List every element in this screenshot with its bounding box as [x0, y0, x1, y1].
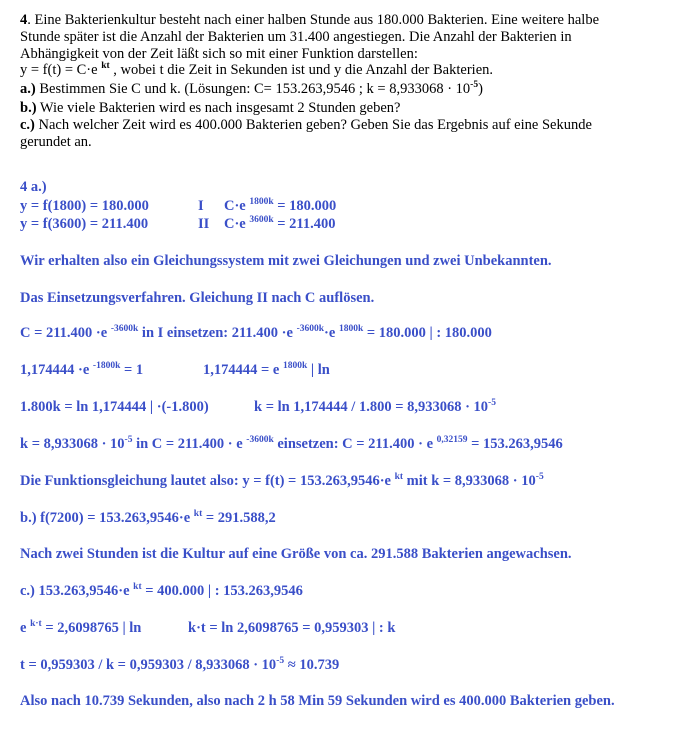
step-6-exp-1: -5 — [124, 435, 133, 445]
part-c3-b: ≈ 10.739 — [284, 657, 340, 673]
task-line-1 — [20, 12, 680, 29]
equation-2 — [20, 216, 690, 233]
step-6-exp-2: -3600k — [246, 435, 274, 445]
part-a-close: ) — [478, 81, 483, 98]
task-text-1: . Eine Bakterienkultur besteht nach einer halben Stunde aus 180.000 Bakterien. Eine weitere halbe — [27, 12, 600, 28]
part-c-text: Nach welcher Zeit wird es 400.000 Bakterien geben? Geben Sie das Ergebnis auf eine Sekunde — [34, 116, 592, 133]
equation-1 — [20, 198, 690, 215]
formula-description: , wobei t die Zeit in Sekunden ist und y die Anzahl der Bakterien. — [109, 62, 493, 79]
step-3-exp-1: -3600k — [110, 324, 139, 334]
part-a-exponent: -5 — [470, 80, 479, 91]
part-c3-exp: -5 — [276, 656, 285, 666]
part-c-log-step — [20, 620, 690, 637]
step-7-exp-1: kt — [394, 472, 404, 482]
part-c-b: = 400.000 | : 153.263,9546 — [141, 583, 303, 599]
step-5-b: k = ln 1,174444 / 1.800 = 8,933068 · 10 — [254, 399, 489, 415]
task-statement — [20, 12, 680, 150]
part-c-exp: kt — [133, 582, 142, 592]
part-b-label: b.) — [20, 99, 37, 116]
task-formula-line — [20, 62, 680, 81]
step-3-c: ·e — [324, 325, 339, 341]
part-c-a: c.) 153.263,9546·e — [20, 583, 134, 599]
solution-heading: 4 a.) — [20, 179, 47, 195]
step-7-exp-2: -5 — [535, 472, 544, 482]
equation-2-right: = 211.400 — [273, 216, 336, 232]
step-4-b: = 1 — [120, 362, 144, 378]
step-4-exp-2: 1800k — [282, 361, 308, 371]
c-calculation-step — [20, 436, 690, 453]
substitution-step — [20, 325, 690, 342]
part-c2-c: k·t = ln 2,6098765 = 0,959303 | : k — [188, 620, 396, 636]
part-c-label: c.) — [20, 116, 35, 133]
equation-2-left: y = f(3600) = 211.400 — [20, 216, 149, 232]
part-c-equation — [20, 583, 690, 600]
equation-1-exponent: 1800k — [249, 197, 274, 207]
part-b-text: Wie viele Bakterien wird es nach insgesamt 2 Stunden geben? — [36, 99, 401, 116]
equation-1-right: = 180.000 — [273, 198, 337, 214]
step-3-a: C = 211.400 ·e — [20, 325, 111, 341]
equation-2-number: II — [198, 216, 210, 232]
part-b-exp: kt — [193, 509, 203, 519]
solution-sentence-2: Das Einsetzungsverfahren. Gleichung II nach C auflösen. — [20, 290, 375, 306]
step-5-exp: -5 — [488, 398, 496, 408]
step-4-a: 1,174444 ·e — [20, 362, 93, 378]
part-a-label: a.) — [20, 81, 36, 98]
step-6-exp-3: 0,32159 — [436, 435, 468, 445]
part-c-log-left — [20, 620, 188, 637]
step-6-c: einsetzen: C = 211.400 · e — [273, 436, 437, 452]
task-line-3: Abhängigkeit von der Zeit läßt sich so mit einer Funktion darstellen: — [20, 45, 418, 62]
step-6-b: in C = 211.400 · e — [132, 436, 247, 452]
equation-1-number: I — [198, 198, 204, 214]
part-b-calculation — [20, 510, 690, 527]
part-b-answer: Nach zwei Stunden ist die Kultur auf eine Größe von ca. 291.588 Bakterien angewachsen. — [20, 546, 572, 562]
step-4-c: 1,174444 = e — [203, 362, 283, 378]
part-b-result: = 291.588,2 — [202, 510, 276, 526]
formula-exponent: kt — [101, 61, 110, 72]
final-answer: Also nach 10.739 Sekunden, also nach 2 h 58 Min 59 Sekunden wird es 400.000 Bakterien geben. — [20, 693, 615, 709]
equation-1-left: y = f(1800) = 180.000 — [20, 198, 149, 214]
step-3-b: in I einsetzen: 211.400 ·e — [138, 325, 297, 341]
task-part-a — [20, 81, 680, 100]
equation-2-exponent: 3600k — [249, 215, 274, 225]
step-4-exp-1: -1800k — [92, 361, 121, 371]
step-3-d: = 180.000 | : 180.000 — [363, 325, 492, 341]
task-number: 4 — [20, 12, 28, 28]
solution-sentence-1: Wir erhalten also ein Gleichungssystem mit zwei Gleichungen und zwei Unbekannten. — [20, 253, 552, 269]
task-line-2: Stunde später ist die Anzahl der Bakterien um 31.400 angestiegen. Die Anzahl der Bakterien in — [20, 28, 572, 45]
part-c2-a: e — [20, 620, 31, 636]
step-4-d: | ln — [307, 362, 330, 378]
step-3-exp-2: -3600k — [296, 324, 325, 334]
part-c3-a: t = 0,959303 / k = 0,959303 / 8,933068 · 10 — [20, 657, 277, 673]
step-5-a: 1.800k = ln 1,174444 | ·(-1.800) — [20, 399, 209, 415]
function-equation — [20, 473, 690, 490]
step-6-d: = 153.263,9546 — [467, 436, 563, 452]
part-c2-exp: k·t — [30, 619, 42, 629]
equation-1-base: C·e — [224, 198, 250, 214]
task-part-c-cont: gerundet an. — [20, 133, 92, 150]
part-c2-b: = 2,6098765 | ln — [41, 620, 142, 636]
equation-2-base: C·e — [224, 216, 250, 232]
step-7-b: mit k = 8,933068 · 10 — [403, 473, 536, 489]
formula-text: y = f(t) = C·e — [20, 62, 102, 79]
step-6-a: k = 8,933068 · 10 — [20, 436, 125, 452]
step-4-left — [20, 362, 203, 379]
task-part-c — [20, 117, 680, 134]
step-7-a: Die Funktionsgleichung lautet also: y = f(t) = 153.263,9546·e — [20, 473, 395, 489]
log-step — [20, 399, 690, 416]
part-c-result — [20, 657, 690, 674]
part-a-text: Bestimmen Sie C und k. (Lösungen: C= 153.263,9546 ; k = 8,933068 · 10 — [35, 81, 471, 98]
part-b-a: b.) f(7200) = 153.263,9546·e — [20, 510, 194, 526]
division-step — [20, 362, 690, 379]
task-part-b — [20, 100, 680, 117]
step-3-exp-3: 1800k — [338, 324, 364, 334]
